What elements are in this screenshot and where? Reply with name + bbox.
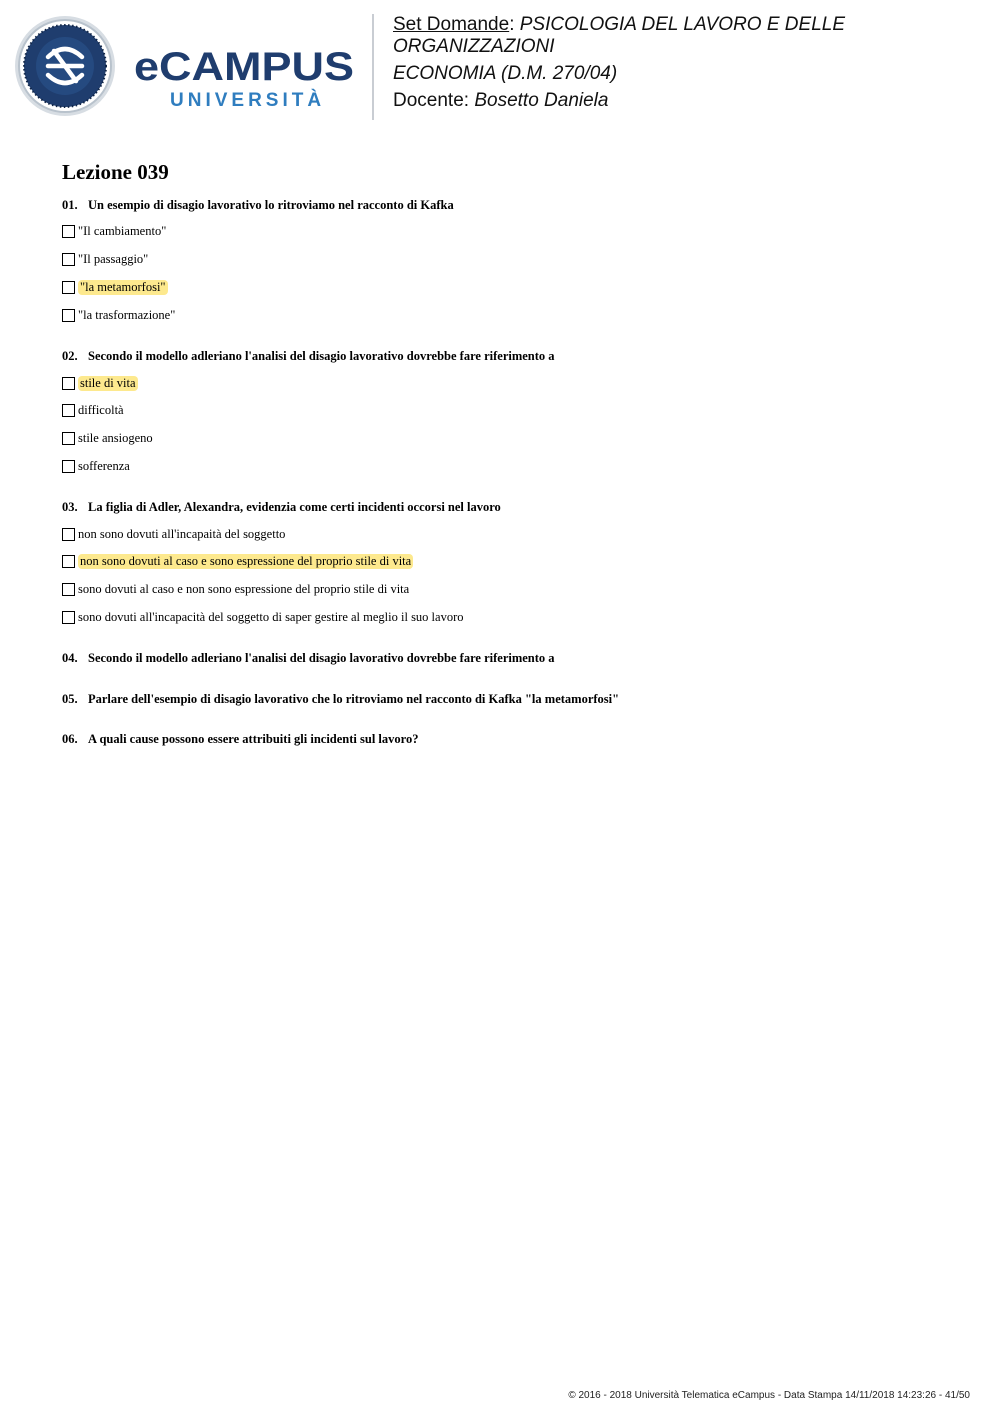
answer-option[interactable] bbox=[62, 581, 409, 597]
answer-checkbox[interactable] bbox=[62, 253, 75, 266]
question-number: 02. bbox=[62, 349, 78, 363]
answer-option[interactable] bbox=[62, 402, 124, 418]
set-label: Set Domande bbox=[393, 14, 510, 35]
question-05 bbox=[62, 692, 962, 707]
question-01 bbox=[62, 198, 962, 213]
question-number: 05. bbox=[62, 692, 78, 706]
header-divider bbox=[372, 14, 374, 120]
answer-checkbox[interactable] bbox=[62, 460, 75, 473]
subject-line1: PSICOLOGIA DEL LAVORO E DELLE bbox=[519, 14, 845, 35]
question-text: La figlia di Adler, Alexandra, evidenzia come certi incidenti occorsi nel lavoro bbox=[88, 500, 501, 514]
answer-text: sono dovuti all'incapacità del soggetto di saper gestire al meglio il suo lavoro bbox=[78, 609, 464, 624]
question-03 bbox=[62, 500, 962, 515]
answer-checkbox[interactable] bbox=[62, 555, 75, 568]
subject-line2: ORGANIZZAZIONI bbox=[393, 36, 555, 57]
question-number: 03. bbox=[62, 500, 78, 514]
answer-checkbox[interactable] bbox=[62, 225, 75, 238]
answer-checkbox[interactable] bbox=[62, 611, 75, 624]
page-footer: © 2016 - 2018 Università Telematica eCampus - Data Stampa 14/11/2018 14:23:26 - 41/50 bbox=[568, 1390, 970, 1401]
answer-text: "la trasformazione" bbox=[78, 307, 176, 322]
answer-text: difficoltà bbox=[78, 402, 124, 417]
logo-subtitle: UNIVERSITÀ bbox=[170, 90, 326, 111]
teacher-name: Bosetto Daniela bbox=[474, 90, 609, 111]
question-02 bbox=[62, 349, 962, 364]
answer-text: sofferenza bbox=[78, 458, 130, 473]
answer-checkbox[interactable] bbox=[62, 583, 75, 596]
answer-option[interactable] bbox=[62, 251, 148, 267]
answer-option[interactable] bbox=[62, 526, 285, 542]
answer-option-highlighted[interactable] bbox=[62, 553, 413, 569]
answer-option-highlighted[interactable] bbox=[62, 279, 168, 295]
university-seal-logo bbox=[14, 15, 116, 117]
question-text: A quali cause possono essere attribuiti gli incidenti sul lavoro? bbox=[88, 732, 419, 746]
answer-checkbox[interactable] bbox=[62, 432, 75, 445]
page-header bbox=[0, 0, 1000, 130]
answer-text: stile di vita bbox=[80, 375, 136, 390]
teacher-line bbox=[393, 90, 983, 112]
question-04 bbox=[62, 651, 962, 666]
answer-text: "la metamorfosi" bbox=[80, 279, 166, 294]
answer-option-highlighted[interactable] bbox=[62, 375, 138, 391]
answer-text: non sono dovuti all'incapaità del soggetto bbox=[78, 526, 286, 541]
teacher-label: Docente: bbox=[393, 90, 470, 111]
lesson-title: Lezione 039 bbox=[62, 160, 169, 184]
answer-option[interactable] bbox=[62, 430, 153, 446]
question-06 bbox=[62, 732, 962, 747]
answer-checkbox[interactable] bbox=[62, 309, 75, 322]
answer-text: non sono dovuti al caso e sono espressione del proprio stile di vita bbox=[80, 553, 412, 568]
answer-text: sono dovuti al caso e non sono espressione del proprio stile di vita bbox=[78, 581, 410, 596]
answer-option[interactable] bbox=[62, 458, 130, 474]
answer-checkbox[interactable] bbox=[62, 528, 75, 541]
course-name: ECONOMIA (D.M. 270/04) bbox=[393, 63, 618, 84]
question-text: Parlare dell'esempio di disagio lavorativo che lo ritroviamo nel racconto di Kafka "la metamorfosi" bbox=[88, 692, 620, 706]
course-info bbox=[393, 14, 983, 112]
answer-text: stile ansiogeno bbox=[78, 430, 153, 445]
question-text: Un esempio di disagio lavorativo lo ritroviamo nel racconto di Kafka bbox=[88, 198, 454, 212]
question-number: 04. bbox=[62, 651, 78, 665]
answer-checkbox[interactable] bbox=[62, 404, 75, 417]
subject-line: Set Domande: PSICOLOGIA DEL LAVORO E DELLE bbox=[393, 14, 845, 35]
ecampus-wordmark-logo bbox=[134, 40, 356, 112]
answer-option[interactable] bbox=[62, 223, 166, 239]
answer-option[interactable] bbox=[62, 307, 175, 323]
question-text: Secondo il modello adleriano l'analisi del disagio lavorativo dovrebbe fare riferimento a bbox=[88, 349, 555, 363]
question-number: 06. bbox=[62, 732, 78, 746]
answer-text: "Il passaggio" bbox=[78, 251, 149, 266]
answer-text: "Il cambiamento" bbox=[78, 223, 167, 238]
answer-option[interactable] bbox=[62, 609, 464, 625]
logo-word: eCAMPUS bbox=[134, 45, 354, 89]
question-number: 01. bbox=[62, 198, 78, 212]
question-text: Secondo il modello adleriano l'analisi del disagio lavorativo dovrebbe fare riferimento a bbox=[88, 651, 555, 665]
answer-checkbox[interactable] bbox=[62, 377, 75, 390]
answer-checkbox[interactable] bbox=[62, 281, 75, 294]
